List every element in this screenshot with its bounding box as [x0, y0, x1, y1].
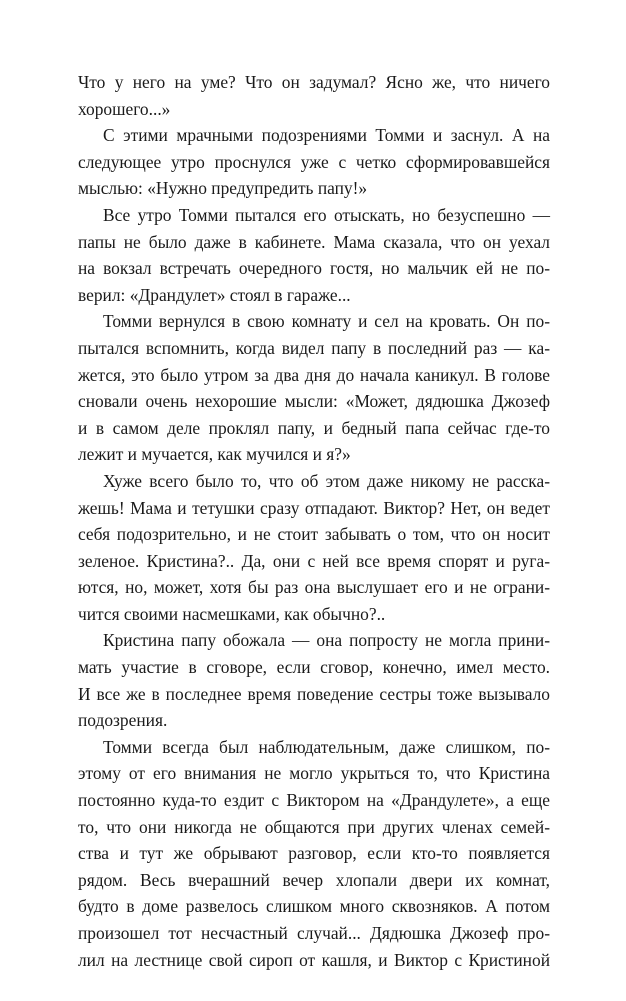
text-line: зеленое. Кристина?.. Да, они с ней все время спорят и руга-	[78, 550, 550, 571]
paragraph	[78, 122, 550, 202]
text-line: себя подозрительно, и не стоит забывать о том, что он носит	[78, 524, 550, 545]
text-line: то, что они никогда не общаются при других членах семей-	[78, 816, 550, 837]
page-text	[78, 69, 550, 973]
text-line: папы не было даже в кабинете. Мама сказала, что он уехал	[78, 231, 550, 252]
text-line: постоянно куда-то ездит с Виктором на «Драндулете», а еще	[78, 790, 550, 811]
text-line: И все же в последнее время поведение сестры тоже вызывало	[78, 683, 550, 704]
text-line: на вокзал встречать очередного гостя, но мальчик ей не по-	[78, 258, 550, 279]
text-line: Томми всегда был наблюдательным, даже слишком, по-	[103, 736, 550, 757]
text-line: произошел тот несчастный случай... Дядюшка Джозеф про-	[78, 923, 550, 943]
text-line: мыслью: «Нужно предупредить папу!»	[78, 178, 368, 199]
text-line: рядом. Весь вчерашний вечер хлопали двери их комнат,	[78, 869, 550, 890]
text-line: Томми вернулся в свою комнату и сел на кровать. Он по-	[103, 311, 550, 332]
paragraph	[78, 308, 550, 468]
text-line: лил на лестнице свой сироп от кашля, и Виктор с Кристиной	[78, 949, 550, 970]
text-line: Хуже всего было то, что об этом даже никому не расска-	[103, 470, 550, 491]
paragraph	[78, 734, 550, 973]
text-line: подозрения.	[78, 710, 168, 731]
text-line: ства и тут же обрывают разговор, если кто-то появляется	[78, 843, 550, 864]
text-line: следующее утро проснулся уже с четко сформировавшейся	[78, 151, 550, 172]
text-line: Все утро Томми пытался его отыскать, но безуспешно —	[103, 204, 550, 225]
text-line: чится своими насмешками, как обычно?..	[78, 603, 386, 624]
text-line: жется, это было утром за два дня до начала каникул. В голове	[78, 364, 550, 385]
text-line: этому от его внимания не могло укрыться то, что Кристина	[78, 763, 550, 784]
text-line: сновали очень нехорошие мысли: «Может, дядюшка Джозеф	[78, 391, 550, 412]
text-line: будто в доме развелось слишком много сквозняков. А потом	[78, 896, 550, 917]
text-line: ются, но, может, хотя бы раз она выслушает его и не ограни-	[78, 577, 550, 598]
paragraph	[78, 468, 550, 628]
text-line: Кристина папу обожала — она попросту не могла прини-	[103, 630, 550, 651]
paragraph	[78, 627, 550, 733]
text-line: лежит и мучается, как мучился и я?»	[78, 444, 351, 465]
text-line: С этими мрачными подозрениями Томми и заснул. А на	[103, 125, 550, 146]
text-line: Что у него на уме? Что он задумал? Ясно же, что ничего	[78, 72, 550, 92]
text-line: пытался вспомнить, когда видел папу в последний раз — ка-	[78, 337, 550, 358]
paragraph	[78, 69, 550, 122]
text-line: и в самом деле проклял папу, и бедный папа сейчас где-то	[78, 417, 550, 438]
paragraph	[78, 202, 550, 308]
text-line: жешь! Мама и тетушки сразу отпадают. Виктор? Нет, он ведет	[78, 497, 550, 518]
text-line: хорошего...»	[78, 98, 171, 119]
text-line: мать участие в сговоре, если сговор, конечно, имел место.	[78, 657, 550, 678]
text-line: верил: «Драндулет» стоял в гараже...	[78, 284, 351, 305]
